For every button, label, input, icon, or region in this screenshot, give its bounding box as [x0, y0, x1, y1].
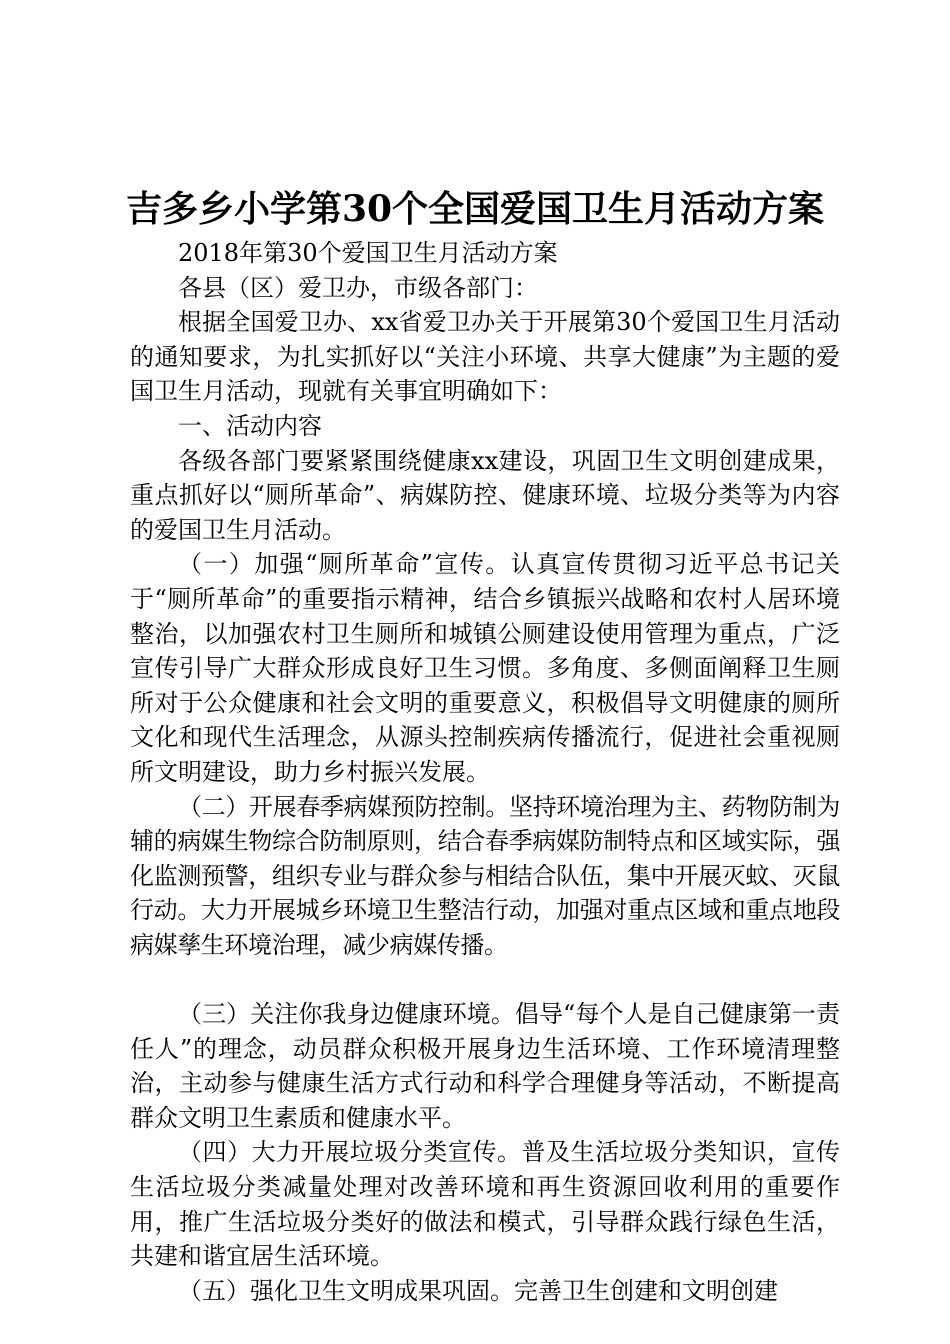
document-body	[130, 236, 840, 1308]
paragraph-salutation: 各县（区）爱卫办，市级各部门：	[178, 273, 538, 302]
paragraph-item-1: （一）加强“厕所革命”宣传。认真宣传贯彻习近平总书记关于“厕所革命”的重要指示精神，结合乡镇振兴战略和农村人居环境整治，以加强农村卫生厕所和城镇公厕建设使用管理为重点，广泛宣传引导广大群众形成良好卫生习惯。多角度、多侧面阐释卫生厕所对于公众健康和社会文明的重要意义，积极倡导文明健康的厕所文化和现代生活理念，从源头控制疾病传播流行，促进社会重视厕所文明建设，助力乡村振兴发展。	[130, 550, 840, 786]
paragraph-item-2: （二）开展春季病媒预防控制。坚持环境治理为主、药物防制为辅的病媒生物综合防制原则，结合春季病媒防制特点和区域实际，强化监测预警，组织专业与群众参与相结合队伍，集中开展灭蚊、灭鼠行动。大力开展城乡环境卫生整洁行动，加强对重点区域和重点地段病媒孳生环境治理，减少病媒传播。	[130, 792, 840, 959]
paragraph-item-3: （三）关注你我身边健康环境。倡导“每个人是自己健康第一责任人”的理念，动员群众积极开展身边生活环境、工作环境清理整治，主动参与健康生活方式行动和科学合理健身等活动，不断提高群众文明卫生素质和健康水平。	[130, 1000, 840, 1132]
paragraph-item-5: （五）强化卫生文明成果巩固。完善卫生创建和文明创建	[178, 1276, 778, 1305]
paragraph-overview: 各级各部门要紧紧围绕健康xx建设，巩固卫生文明创建成果，重点抓好以“厕所革命”、病媒防控、健康环境、垃圾分类等为内容的爱国卫生月活动。	[130, 446, 840, 544]
paragraph-item-4: （四）大力开展垃圾分类宣传。普及生活垃圾分类知识，宣传生活垃圾分类减量处理对改善环境和再生资源回收利用的重要作用，推广生活垃圾分类好的做法和模式，引导群众践行绿色生活，共建和谐宜居生活环境。	[130, 1138, 840, 1271]
section-heading-activity-content: 一、活动内容	[178, 411, 322, 440]
paragraph-intro: 根据全国爱卫办、xx省爱卫办关于开展第30个爱国卫生月活动的通知要求，为扎实抓好以“关注小环境、共享大健康”为主题的爱国卫生月活动，现就有关事宜明确如下：	[130, 308, 840, 406]
document-title: 吉多乡小学第30个全国爱国卫生月活动方案	[125, 188, 825, 230]
paragraph-subtitle: 2018年第30个爱国卫生月活动方案	[178, 239, 558, 267]
